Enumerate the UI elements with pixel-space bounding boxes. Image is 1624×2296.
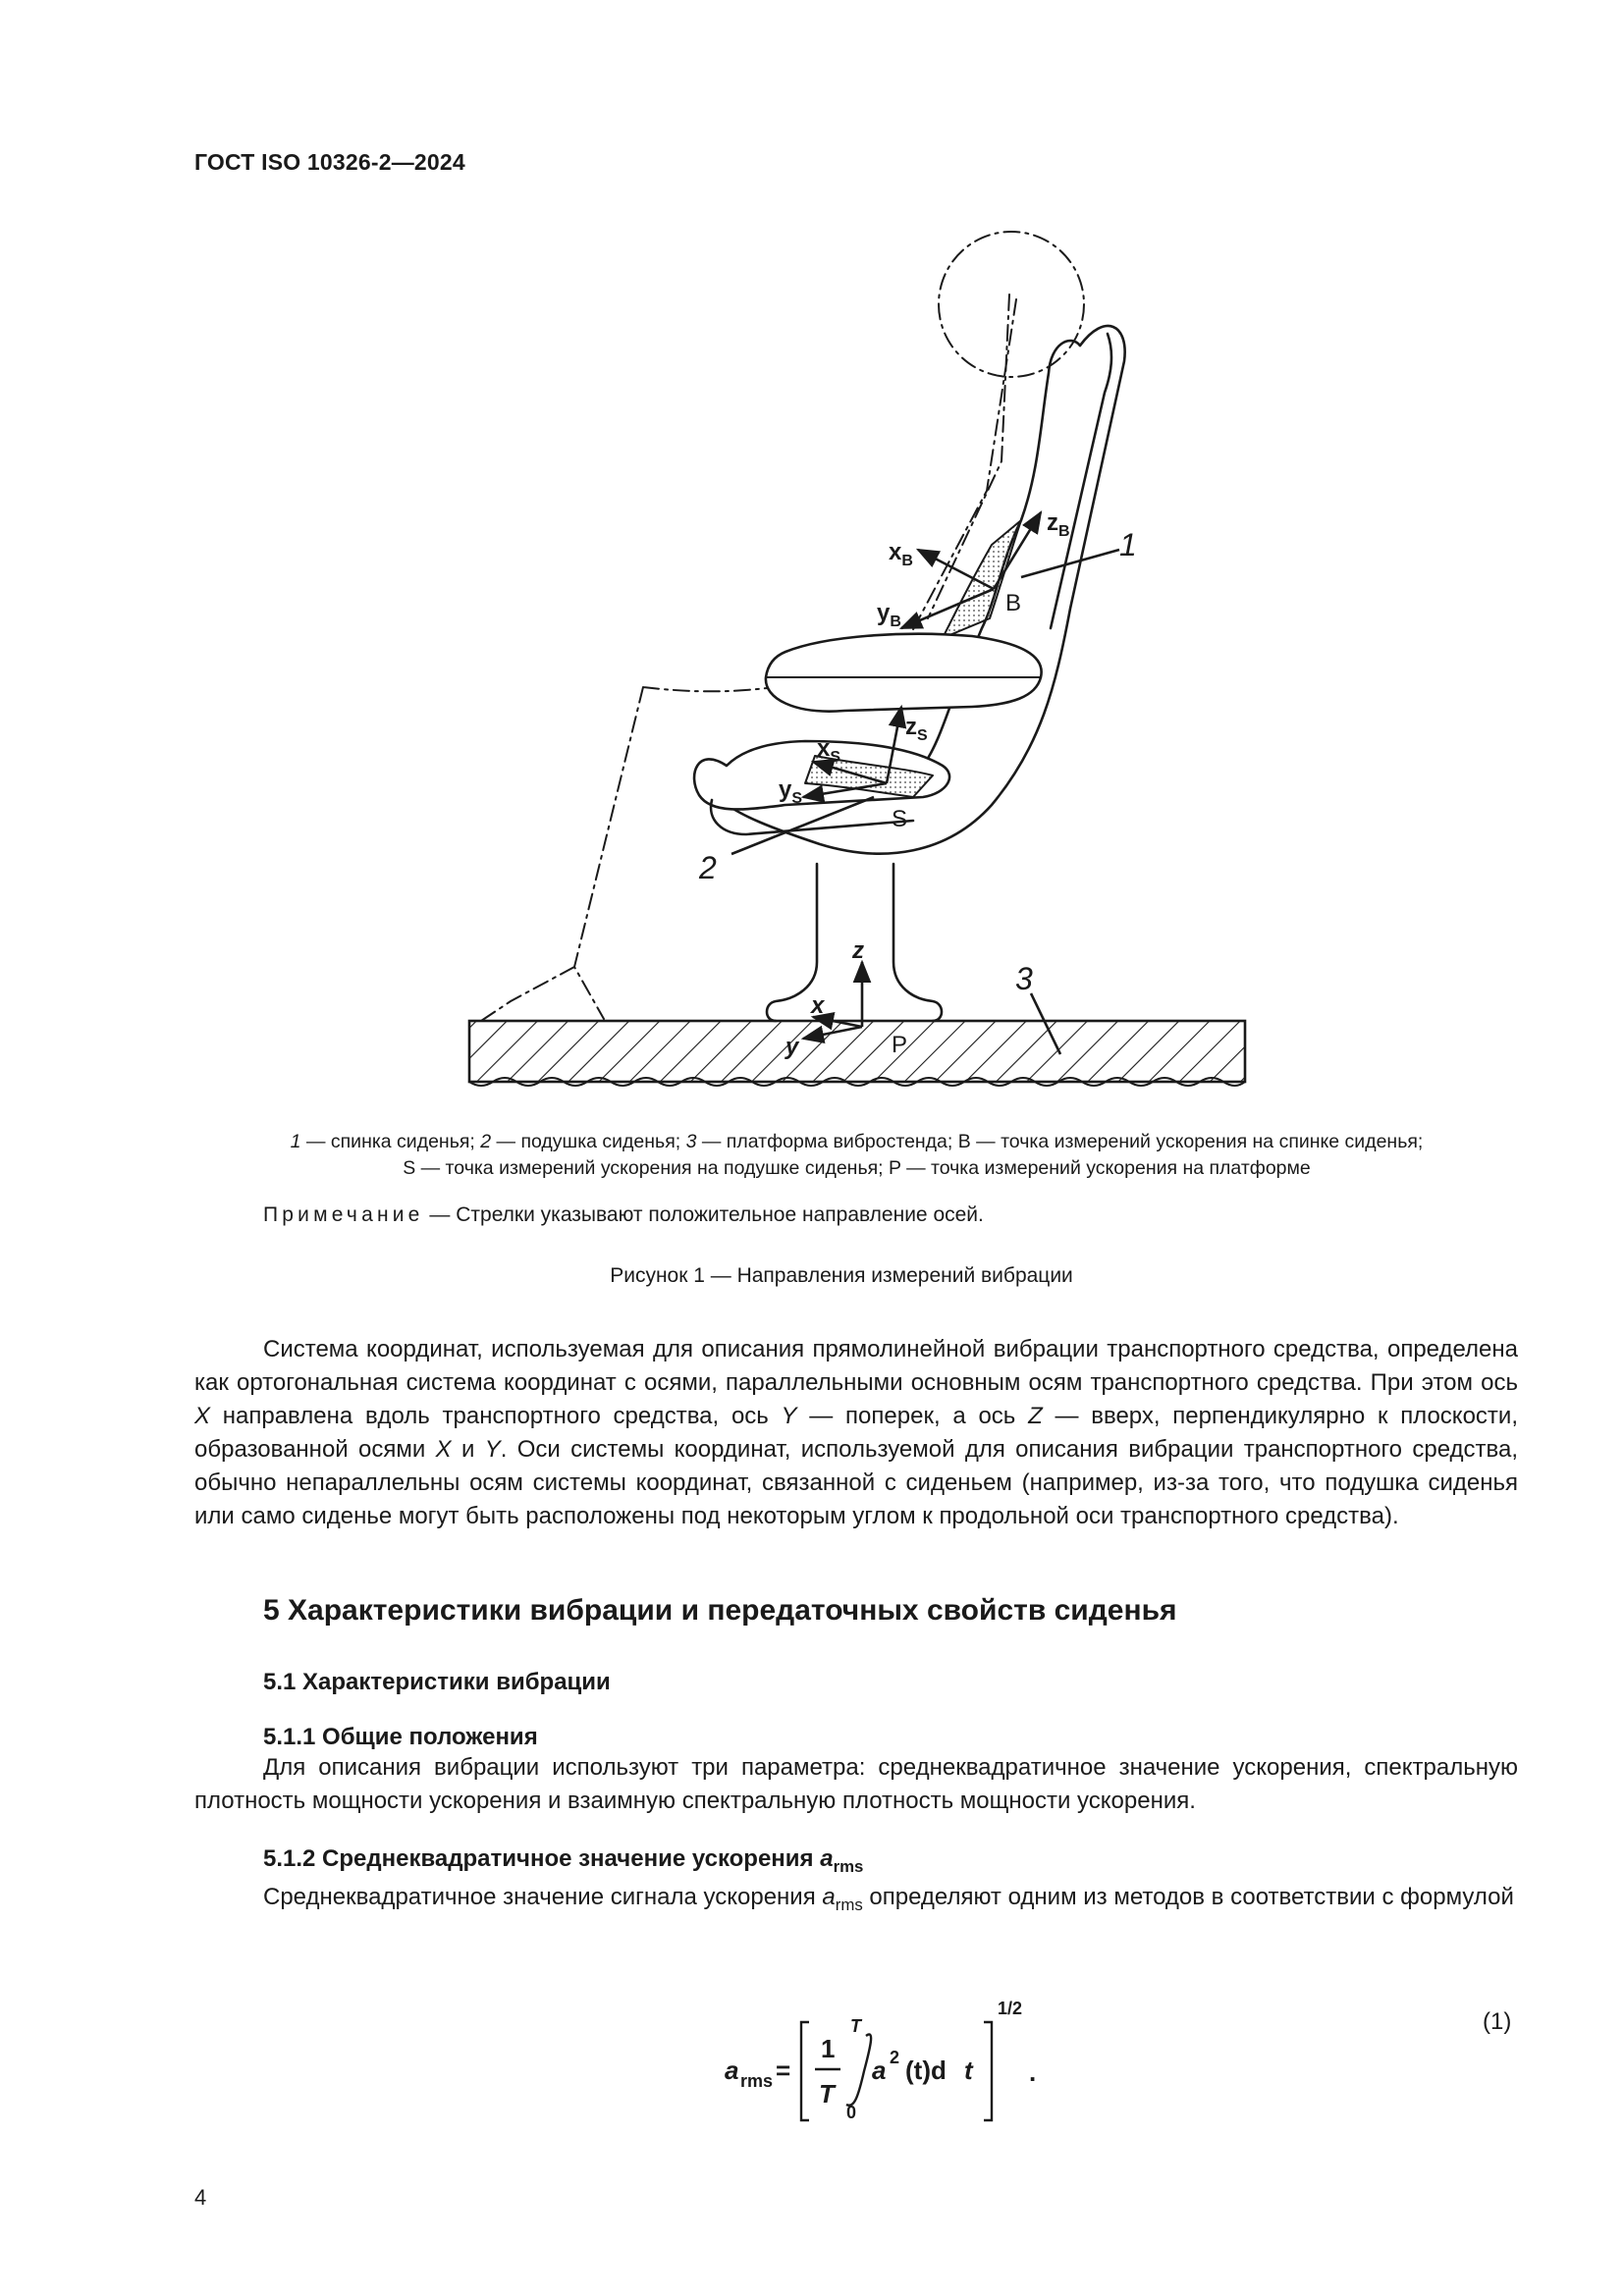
vibration-platform — [469, 1021, 1245, 1082]
svg-text:rms: rms — [740, 2071, 774, 2091]
document-header: ГОСТ ISO 10326-2—2024 — [194, 149, 465, 175]
label-zB: $z_B$ — [1047, 509, 1070, 540]
equation-number: (1) — [1483, 2008, 1512, 2035]
svg-text:(t)d: (t)d — [905, 2056, 947, 2085]
figure-legend-line2: S — точка измерений ускорения на подушке сиденья; P — точка измерений ускорения на платформе — [403, 1157, 1311, 1179]
svg-text:T: T — [819, 2079, 835, 2109]
svg-text:a: a — [872, 2056, 887, 2085]
note-label: Примечание — [263, 1203, 424, 1226]
section-5-1-1-heading: 5.1.1 Общие положения — [263, 1724, 538, 1750]
occupant-torso-line — [903, 294, 1016, 648]
label-xS: $x_S$ — [817, 735, 841, 766]
body-paragraph-2: Для описания вибрации используют три параметра: среднеквадратичное значение ускорения, спектральную плотность мощности ускорения и взаимную спектральную плотность мощности ускорения. — [194, 1754, 1518, 1814]
label-xB: $x_B$ — [889, 539, 913, 569]
section-5-heading: 5 Характеристики вибрации и передаточных свойств сиденья — [263, 1594, 1177, 1627]
body-paragraph-1: Система координат, используемая для описания прямолинейной вибрации транспортного средства, определена как ортогональная система координат с осями, параллельными основным осям транспортного средства. При этом ось X направлена вдоль транспортного средства, ось Y — поперек, а ось Z — вверх, перпендикулярно к плоскости, образованной осями X и Y. Оси системы координат, используемой для описания вибрации транспортного средства, обычно непараллельны осям системы координат, связанной с сиденьем (например, из-за того, что подушка сиденья или само сиденье могут быть расположены под некоторым углом к продольной оси транспортного средства). — [194, 1336, 1519, 1529]
backrest-pad — [943, 520, 1021, 638]
svg-text:a: a — [725, 2056, 739, 2085]
integral-sign — [846, 2035, 871, 2106]
occupant-leg-line — [481, 683, 815, 1021]
label-y: y — [785, 1034, 799, 1060]
label-B: B — [1005, 590, 1022, 616]
figure-note — [263, 1203, 984, 1227]
svg-text:1: 1 — [821, 2034, 836, 2063]
label-x: x — [811, 992, 825, 1019]
label-yS: $y_S$ — [779, 776, 803, 807]
left-bracket — [801, 2022, 809, 2120]
section-5-1-heading: 5.1 Характеристики вибрации — [263, 1669, 611, 1695]
rms-formula — [707, 1973, 1041, 2140]
svg-text:0: 0 — [846, 2103, 857, 2122]
label-1: 1 — [1119, 527, 1137, 562]
label-zS: $z_S$ — [905, 714, 928, 744]
svg-text:1/2: 1/2 — [998, 1999, 1023, 2018]
label-yB: $y_B$ — [877, 600, 901, 630]
note-text: — Стрелки указывают положительное направление осей. — [423, 1203, 984, 1226]
page-number: 4 — [194, 2185, 207, 2210]
svg-text:T: T — [850, 2016, 861, 2036]
figure-legend-line1: 1 — спинка сиденья; 2 — подушка сиденья; 3 — платформа вибростенда; B — точка измерений ускорения на спинке сиденья; — [290, 1131, 1424, 1152]
svg-text:=: = — [776, 2056, 791, 2085]
svg-text:2: 2 — [890, 2048, 900, 2067]
label-P: P — [892, 1032, 908, 1058]
seat-back-edge — [1051, 334, 1111, 628]
body-paragraph-3: Среднеквадратичное значение сигнала ускорения $a_{rms}$ определяют одним из методов в соответствии с формулой — [263, 1884, 1514, 1914]
right-bracket — [984, 2022, 992, 2120]
figure-caption: Рисунок 1 — Направления измерений вибрации — [610, 1264, 1073, 1287]
head-outline — [939, 232, 1084, 377]
svg-text:t: t — [964, 2056, 973, 2085]
seat-vibration-figure — [0, 0, 1624, 1139]
label-S: S — [892, 806, 908, 832]
label-3: 3 — [1015, 961, 1033, 996]
armrest — [766, 634, 1042, 712]
leader-1 — [1021, 550, 1119, 577]
svg-text:.: . — [1029, 2057, 1037, 2087]
label-2: 2 — [699, 850, 717, 885]
section-5-1-2-heading: 5.1.2 Среднеквадратичное значение ускорения $a_{rms}$ — [263, 1845, 864, 1876]
label-z: z — [852, 937, 864, 964]
